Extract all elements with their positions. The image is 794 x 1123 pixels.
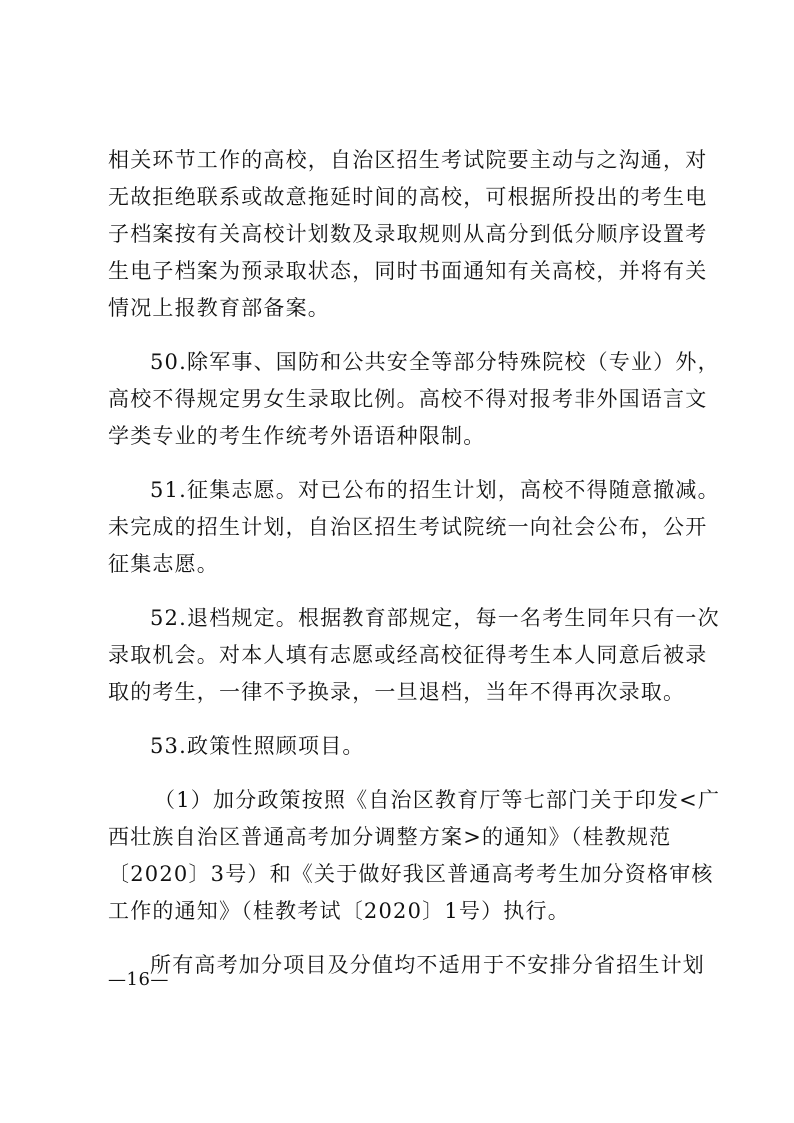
text-line: 52.退档规定。根据教育部规定，每一名考生同年只有一次 — [150, 606, 720, 630]
text-line: 所有高考加分项目及分值均不适用于不安排分省招生计划 — [150, 953, 705, 977]
paragraph-50 — [108, 344, 720, 455]
text-line: 录取机会。对本人填有志愿或经高校征得考生本人同意后被录 — [108, 643, 708, 667]
text-line: 取的考生，一律不予换录，一旦退档，当年不得再次录取。 — [108, 680, 686, 704]
paragraph-53-1 — [108, 782, 721, 930]
paragraph-bonus-points — [108, 947, 705, 984]
document-body — [108, 142, 721, 984]
text-line: 〔2020〕3号）和《关于做好我区普通高考考生加分资格审核 — [108, 862, 714, 886]
text-line: 工作的通知》（桂教考试〔2020〕1号）执行。 — [108, 899, 570, 923]
paragraph-continuation — [108, 142, 708, 327]
text-line: 高校不得规定男女生录取比例。高校不得对报考非外国语言文 — [108, 387, 708, 411]
text-line: 未完成的招生计划，自治区招生考试院统一向社会公布，公开 — [108, 515, 708, 539]
text-line: 生电子档案为预录取状态，同时书面通知有关高校，并将有关 — [108, 259, 708, 283]
text-line: （1）加分政策按照《自治区教育厅等七部门关于印发<广 — [154, 788, 721, 812]
text-line: 子档案按有关高校计划数及录取规则从高分到低分顺序设置考 — [108, 222, 708, 246]
text-line: 相关环节工作的高校，自治区招生考试院要主动与之沟通，对 — [108, 148, 708, 172]
text-line: 征集志愿。 — [108, 552, 219, 576]
page-number: —16— — [108, 969, 169, 990]
text-line: 53.政策性照顾项目。 — [150, 734, 365, 758]
text-line: 50.除军事、国防和公共安全等部分特殊院校（专业）外， — [150, 350, 720, 374]
text-line: 51.征集志愿。对已公布的招生计划，高校不得随意撤减。 — [150, 478, 720, 502]
text-line: 学类专业的考生作统考外语语种限制。 — [108, 424, 486, 448]
text-line: 西壮族自治区普通高考加分调整方案>的通知》（桂教规范 — [108, 825, 672, 849]
paragraph-52 — [108, 600, 720, 711]
paragraph-53 — [108, 728, 688, 765]
text-line: 无故拒绝联系或故意拖延时间的高校，可根据所投出的考生电 — [108, 185, 708, 209]
text-line: 情况上报教育部备案。 — [108, 296, 330, 320]
paragraph-51 — [108, 472, 720, 583]
